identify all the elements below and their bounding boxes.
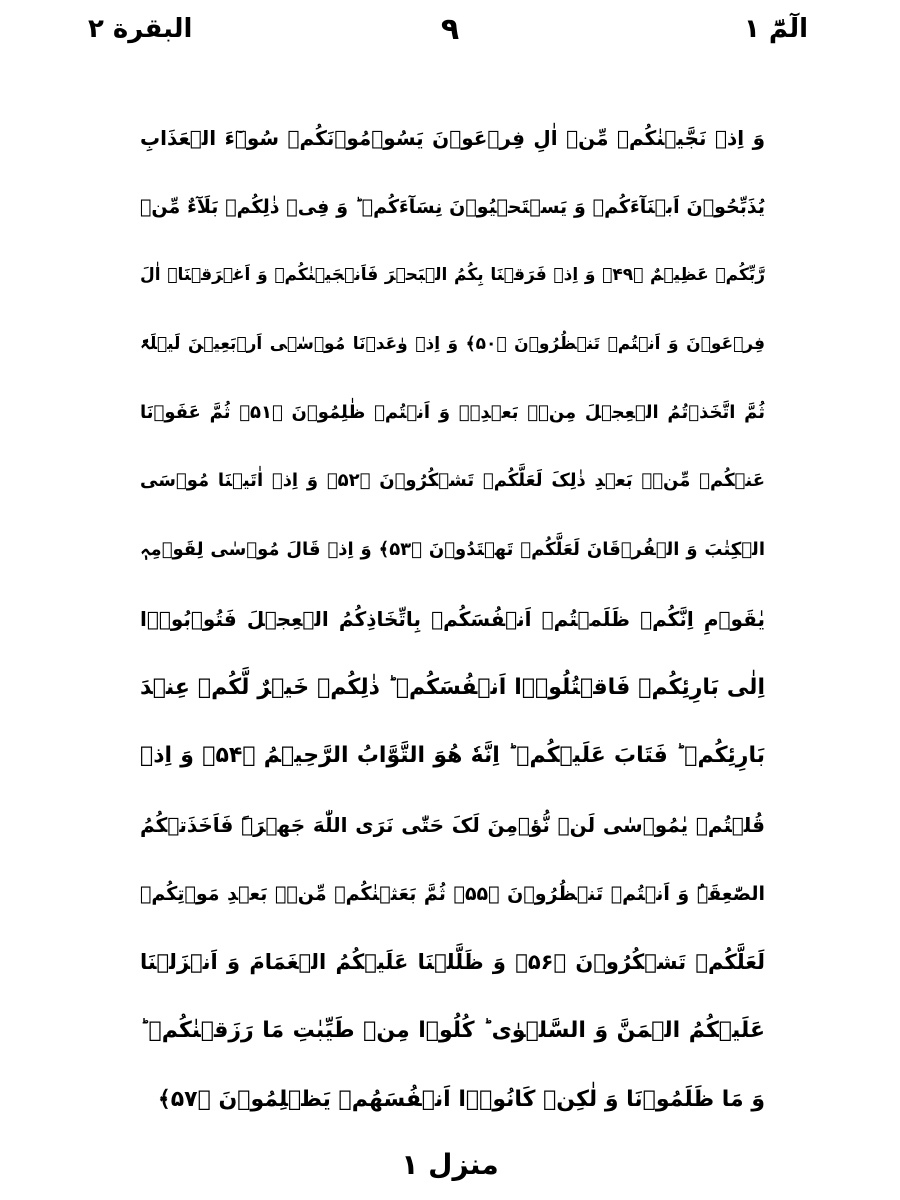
verse-line: عَنۡکُمۡ مِّنۡۢ بَعۡدِ ذٰلِکَ لَعَلَّکُمۡ تَشۡکُرُوۡنَ ﴿۵۲﴾ وَ اِذۡ اٰتَیۡنَا مُوۡسَی bbox=[140, 470, 765, 492]
verse-text-block bbox=[140, 104, 765, 1134]
manzil-label: منزل ١ bbox=[401, 1148, 499, 1181]
verse-line: یٰقَوۡمِ اِنَّکُمۡ ظَلَمۡتُمۡ اَنۡفُسَکُمۡ بِاتِّخَاذِکُمُ الۡعِجۡلَ فَتُوۡبُوۡۤا bbox=[140, 606, 765, 631]
verse-line: وَ مَا ظَلَمُوۡنَا وَ لٰکِنۡ کَانُوۡۤا اَنۡفُسَهُمۡ یَظۡلِمُوۡنَ ﴿۵۷﴾ bbox=[157, 1086, 765, 1112]
verse-line: ثُمَّ اتَّخَذۡتُمُ الۡعِجۡلَ مِنۡۢ بَعۡدِہٖ وَ اَنۡتُمۡ ظٰلِمُوۡنَ ﴿۵۱﴾ ثُمَّ عَفَوۡنَا bbox=[140, 401, 765, 423]
verse-line: اِلٰی بَارِئِکُمۡ فَاقۡتُلُوۡۤا اَنۡفُسَکُمۡ ؕ ذٰلِکُمۡ خَیۡرٌ لَّکُمۡ عِنۡدَ bbox=[140, 674, 765, 700]
verse-line: لَعَلَّکُمۡ تَشۡکُرُوۡنَ ﴿۵۶﴾ وَ ظَلَّلۡنَا عَلَیۡکُمُ الۡغَمَامَ وَ اَنۡزَلۡنَا bbox=[140, 950, 765, 975]
page-number: ٩ bbox=[440, 12, 460, 47]
surah-name: البقرة ٢ bbox=[88, 14, 193, 44]
page-header bbox=[0, 8, 900, 52]
verse-line: الۡکِتٰبَ وَ الۡفُرۡقَانَ لَعَلَّکُمۡ تَهۡتَدُوۡنَ ﴿۵۳﴾ وَ اِذۡ قَالَ مُوۡسٰی لِقَوۡمِہٖ bbox=[140, 539, 765, 561]
juz-name: الٓمّٓ ١ bbox=[744, 14, 808, 44]
verse-line: بَارِئِکُمۡ ؕ فَتَابَ عَلَیۡکُمۡ ؕ اِنَّهٗ هُوَ التَّوَّابُ الرَّحِیۡمُ ﴿۵۴﴾ وَ اِذۡ bbox=[140, 743, 765, 769]
verse-line: یُذَبِّحُوۡنَ اَبۡنَآءَکُمۡ وَ یَسۡتَحۡیُوۡنَ نِسَآءَکُمۡ ؕ وَ فِیۡ ذٰلِکُمۡ بَلَآءٌ مِّنۡ bbox=[140, 195, 765, 218]
verse-line: رَّبِّکُمۡ عَظِیۡمٌ ﴿۴۹﴾ وَ اِذۡ فَرَقۡنَا بِکُمُ الۡبَحۡرَ فَاَنۡجَیۡنٰکُمۡ وَ اَغۡرَقۡنَاۤ اٰلَ bbox=[140, 265, 765, 286]
verse-line: فِرۡعَوۡنَ وَ اَنۡتُمۡ تَنۡظُرُوۡنَ ﴿۵۰﴾ وَ اِذۡ وٰعَدۡنَا مُوۡسٰۤی اَرۡبَعِیۡنَ لَیۡلَۃً bbox=[140, 334, 765, 355]
verse-line: عَلَیۡکُمُ الۡمَنَّ وَ السَّلۡوٰی ؕ کُلُوۡا مِنۡ طَیِّبٰتِ مَا رَزَقۡنٰکُمۡ ؕ bbox=[140, 1017, 765, 1043]
verse-line: الصّٰعِقَۃُ وَ اَنۡتُمۡ تَنۡظُرُوۡنَ ﴿۵۵﴾ ثُمَّ بَعَثۡنٰکُمۡ مِّنۡۢ بَعۡدِ مَوۡتِکُمۡ bbox=[140, 882, 765, 905]
verse-line: قُلۡتُمۡ یٰمُوۡسٰی لَنۡ نُّؤۡمِنَ لَکَ حَتّٰی نَرَی اللّٰهَ جَهۡرَۃً فَاَخَذَتۡکُمُ bbox=[140, 812, 765, 837]
verse-line: وَ اِذۡ نَجَّیۡنٰکُمۡ مِّنۡ اٰلِ فِرۡعَوۡنَ یَسُوۡمُوۡنَکُمۡ سُوۡٓءَ الۡعَذَابِ bbox=[140, 126, 765, 150]
